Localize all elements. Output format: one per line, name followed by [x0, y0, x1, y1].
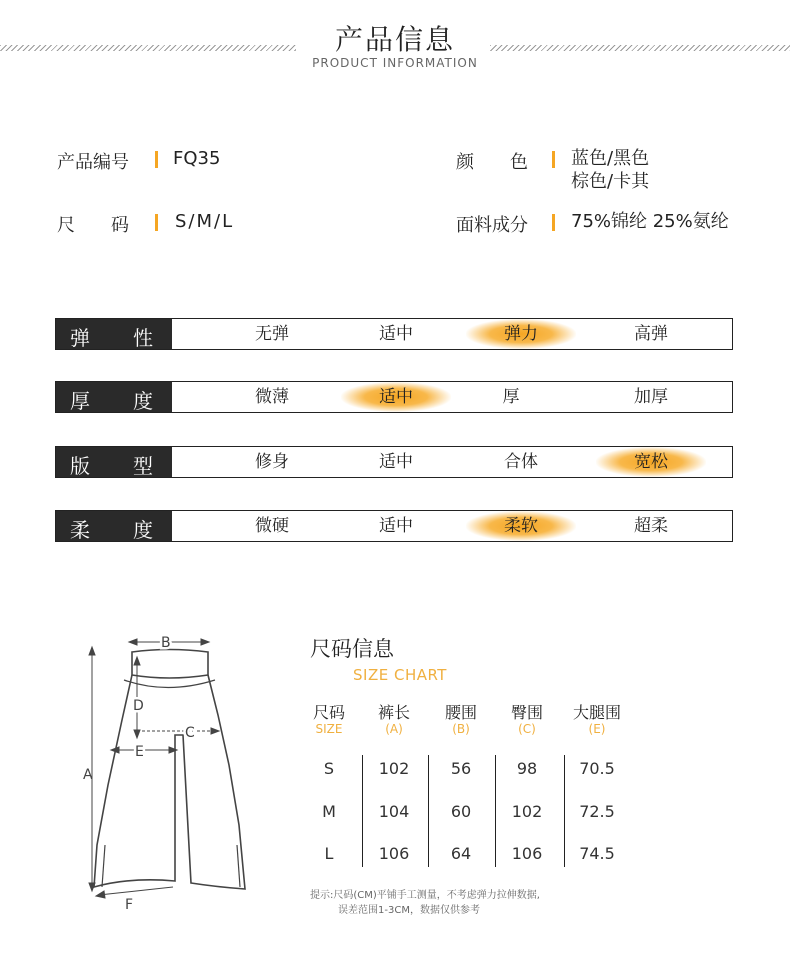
- size-chart-title: 尺码信息: [310, 637, 394, 661]
- table-cell: 106: [511, 844, 543, 863]
- pants-diagram: [75, 625, 260, 915]
- attr-option: 高弹: [634, 324, 668, 344]
- size-label: 尺 码: [57, 215, 129, 236]
- table-cell: 104: [378, 802, 410, 821]
- attr-row-softness: [55, 510, 733, 542]
- attr-head: [56, 511, 172, 541]
- attr-row-thickness: [55, 381, 733, 413]
- attr-head-char: 型: [133, 454, 153, 478]
- attr-option: 适中: [379, 452, 413, 472]
- attr-option: 加厚: [634, 387, 668, 407]
- arrow: [89, 647, 95, 655]
- slit-left: [102, 845, 105, 887]
- attr-option: 厚: [502, 387, 520, 407]
- size-divider: [155, 214, 158, 231]
- attr-head-char: 厚: [70, 389, 90, 413]
- code-value: FQ35: [173, 148, 221, 169]
- col-code: (C): [518, 722, 536, 736]
- attr-option-selected: 宽松: [596, 447, 706, 477]
- attr-option-selected: 柔软: [466, 511, 576, 541]
- label-d: D: [133, 698, 144, 714]
- attr-head-char: 度: [133, 518, 153, 542]
- table-cell: M: [322, 802, 336, 821]
- table-cell: 56: [450, 759, 472, 778]
- attr-head: [56, 447, 172, 477]
- attr-option-selected: 弹力: [466, 319, 576, 349]
- label-f: F: [125, 897, 134, 913]
- attr-option: 适中: [379, 324, 413, 344]
- arrow: [201, 639, 209, 645]
- page-title: 产品信息: [334, 23, 455, 56]
- color-value-1: 蓝色/黑色: [571, 148, 650, 169]
- page-subtitle: PRODUCT INFORMATION: [312, 56, 478, 70]
- color-value-2: 棕色/卡其: [571, 171, 650, 192]
- hip-curve: [124, 680, 215, 688]
- col-header: 尺码: [312, 703, 345, 722]
- pants-outline: [94, 675, 245, 889]
- label-e: E: [135, 744, 144, 760]
- attr-head-char: 版: [70, 454, 90, 478]
- attr-head: [56, 382, 172, 412]
- label-a: A: [83, 767, 93, 783]
- color-divider: [552, 151, 555, 168]
- table-cell: 72.5: [579, 802, 615, 821]
- attr-row-fit: [55, 446, 733, 478]
- attr-head-char: 性: [133, 326, 153, 350]
- attr-option: 适中: [379, 516, 413, 536]
- code-divider: [155, 151, 158, 168]
- col-code: SIZE: [315, 722, 343, 736]
- table-cell: 102: [378, 759, 410, 778]
- col-code: (B): [452, 722, 470, 736]
- table-cell: 70.5: [579, 759, 615, 778]
- table-cell: 106: [378, 844, 410, 863]
- attr-option: 合体: [504, 452, 538, 472]
- label-b: B: [161, 635, 171, 651]
- col-header: 大腿围: [572, 703, 621, 722]
- table-cell: 98: [516, 759, 538, 778]
- color-label: 颜 色: [456, 152, 528, 173]
- col-header: 臀围: [510, 703, 543, 722]
- table-cell: 102: [511, 802, 543, 821]
- attr-option: 微薄: [255, 387, 289, 407]
- attr-head-char: 弹: [70, 326, 90, 350]
- col-code: (E): [588, 722, 606, 736]
- measure-f-line: [99, 887, 173, 895]
- arrow: [96, 891, 105, 898]
- arrow: [134, 657, 140, 665]
- attr-option: 超柔: [634, 516, 668, 536]
- size-note-1: 提示:尺码(CM)平铺手工测量，不考虑弹力拉伸数据,: [310, 890, 540, 901]
- attr-option-selected: 适中: [341, 382, 451, 412]
- col-code: (A): [385, 722, 403, 736]
- code-label: 产品编号: [57, 152, 129, 173]
- arrow: [211, 728, 219, 734]
- fabric-label: 面料成分: [456, 215, 528, 236]
- attr-head-char: 柔: [70, 518, 90, 542]
- attr-head: [56, 319, 172, 349]
- attr-head-char: 度: [133, 389, 153, 413]
- table-cell: 60: [450, 802, 472, 821]
- waistband-outline: [132, 650, 208, 679]
- attr-row-elasticity: [55, 318, 733, 350]
- attr-option: 修身: [255, 452, 289, 472]
- arrow: [129, 639, 137, 645]
- size-note-2: 误差范围1-3CM，数据仅供参考: [338, 905, 480, 916]
- fabric-value: 75%锦纶 25%氨纶: [571, 211, 729, 232]
- size-chart-subtitle: SIZE CHART: [353, 666, 447, 684]
- col-header: 腰围: [444, 703, 477, 722]
- table-cell: L: [324, 844, 334, 863]
- size-value: S/M/L: [175, 211, 235, 232]
- attr-option: 无弹: [255, 324, 289, 344]
- table-cell: S: [323, 759, 335, 778]
- attr-option: 微硬: [255, 516, 289, 536]
- table-cell: 64: [450, 844, 472, 863]
- label-c: C: [185, 725, 195, 741]
- fabric-divider: [552, 214, 555, 231]
- slit-right: [237, 845, 240, 887]
- col-header: 裤长: [377, 703, 410, 722]
- table-cell: 74.5: [579, 844, 615, 863]
